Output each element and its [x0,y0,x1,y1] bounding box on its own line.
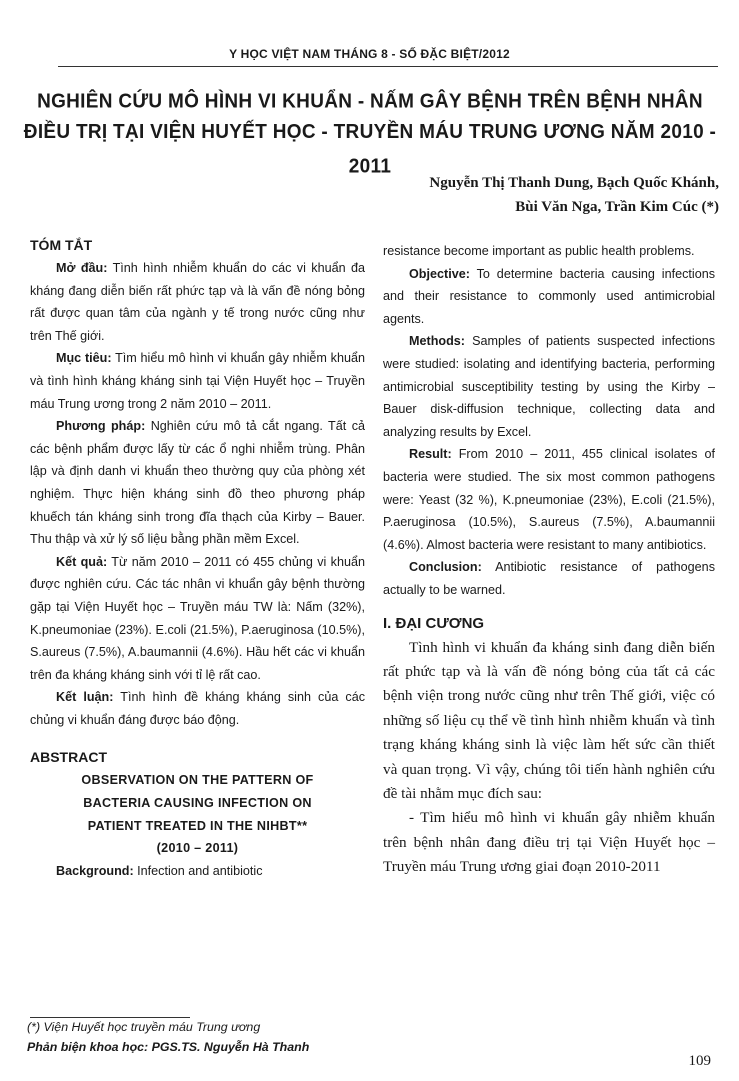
footnote-affiliation: (*) Viện Huyết học truyền máu Trung ương [27,1020,261,1034]
conclusion-paragraph [383,556,715,601]
abstract-title-line-1: OBSERVATION ON THE PATTERN OF [81,773,314,788]
ket-luan-paragraph [30,686,365,731]
ket-qua-label: Kết quả: [56,554,108,569]
phuong-phap-paragraph [30,415,365,551]
dai-cuong-paragraph-1: Tình hình vi khuẩn đa kháng sinh đang diễn biến rất phức tạp và là vấn đề nóng bỏng của tất cả các bệnh viện trong nước cũng như trên Thế giới, việc có những số liệu cụ thể về tình hình nhiễm khuẩn và tình trạng kháng kháng sinh là việc làm hết sức cần thiết và quan trọng. Vì vậy, chúng tôi tiến hành nghiên cứu đề tài nhằm mục đích sau: [383,638,715,802]
mo-dau-text: Tình hình nhiễm khuẩn do các vi khuẩn đa kháng đang diễn biến rất phức tạp và là vấn đề nóng bỏng rất được quan tâm của ngành y tế trong nước cũng như trên Thế giới. [30,261,365,343]
abstract-title-line-3: PATIENT TREATED IN THE NIHBT** [87,818,308,833]
ket-luan-text: Tình hình đề kháng kháng sinh của các chủng vi khuẩn đáng được báo động. [30,690,365,727]
mo-dau-paragraph [30,257,365,347]
phuong-phap-text: Nghiên cứu mô tả cắt ngang. Tất cả các bệnh phẩm được lấy từ các ổ nghi nhiễm trùng. Phân lập và định danh vi khuẩn theo thường quy của phòng xét nghiệm. Thực hiện kháng sinh đồ theo phương pháp khuếch tán kháng sinh trong đĩa thạch của Kirby – Bauer. Thu thập và xử lý số liệu bằng phần mềm Excel. [30,419,365,547]
conclusion-text: Antibiotic resistance of pathogens actually to be warned. [383,560,715,597]
background-continued: resistance become important as public health problems. [383,244,695,258]
methods-text: Samples of patients suspected infections were studied: isolating and identifying bacteria, performing antimicrobial susceptibility testing by using the Kirby – Bauer disk-diffusion technique, collecting data and analyzing results by Excel. [383,334,715,439]
objective-label: Objective: [409,266,470,281]
authors-line-2: Bùi Văn Nga, Trần Kim Cúc (*) [515,199,719,215]
mo-dau-label: Mở đầu: [56,261,108,275]
abstract-title-line-4: (2010 – 2011) [156,841,239,856]
ket-luan-label: Kết luận: [56,690,114,705]
objective-paragraph [383,263,715,331]
ket-qua-text: Từ năm 2010 – 2011 có 455 chủng vi khuẩn được nghiên cứu. Các tác nhân vi khuẩn gây bệnh thường gặp tại Viện Huyết học – Truyền máu TW là: Nấm (32%), K.pneumoniae (23%). E.coli (21.5%), P.aeruginosa (10.5%), S.aureus (7.5%), A.baumannii (4.6%). Hầu hết các vi khuẩn trên đa kháng kháng sinh với tỉ lệ rất cao. [30,554,365,682]
footnote-rule [30,1017,190,1018]
background-paragraph [30,860,365,883]
running-head: Y HỌC VIỆT NAM THÁNG 8 - SỐ ĐẶC BIỆT/2012 [229,47,510,61]
article-title-line-2: ĐIỀU TRỊ TẠI VIỆN HUYẾT HỌC - TRUYỀN MÁU TRUNG ƯƠNG NĂM 2010 - 2011 [23,120,717,179]
result-paragraph [383,443,715,556]
left-column [30,233,365,882]
ket-qua-paragraph [30,551,365,687]
page-number: 109 [688,1053,711,1069]
abstract-heading: ABSTRACT [30,749,107,766]
conclusion-label: Conclusion: [409,560,482,575]
phuong-phap-label: Phương pháp: [56,419,146,434]
methods-paragraph [383,330,715,443]
abstract-title-line-2: BACTERIA CAUSING INFECTION ON [83,796,312,811]
result-label: Result: [409,447,452,462]
dai-cuong-paragraph-2: - Tìm hiểu mô hình vi khuẩn gây nhiễm khuẩn trên bệnh nhân đang điều trị tại Viện Huyết học – Truyền máu Trung ương giai đoạn 2010-2011 [383,809,715,876]
objective-text: To determine bacteria causing infections and their resistance to commonly used antimicrobial agents. [383,266,715,326]
right-column [383,240,715,880]
dai-cuong-heading: I. ĐẠI CƯƠNG [383,614,485,632]
background-label: Background: [56,863,134,878]
background-text-start: Infection and antibiotic [133,863,263,878]
article-title-line-1: NGHIÊN CỨU MÔ HÌNH VI KHUẨN - NẤM GÂY BỆNH TRÊN BỆNH NHÂN [37,90,703,113]
muc-tieu-text: Tìm hiểu mô hình vi khuẩn gây nhiễm khuẩn và tình hình kháng kháng sinh tại Viện Huyết học – Truyền máu Trung ương trong 2 năm 2010 – 2011. [30,351,365,411]
muc-tieu-paragraph [30,347,365,415]
result-text: From 2010 – 2011, 455 clinical isolates of bacteria were studied. The six most common pathogens were: Yeast (32 %), K.pneumoniae (23%), E.coli (21.5%), P.aeruginosa (10.5%), S.aureus (7.5%), A.baumannii (4.6%). Almost bacteria were resistant to many antibiotics. [383,447,715,552]
footnote-reviewer: Phản biện khoa học: PGS.TS. Nguyễn Hà Thanh [27,1040,310,1054]
muc-tieu-label: Mục tiêu: [56,351,112,366]
header-rule [58,66,718,67]
authors-line-1: Nguyễn Thị Thanh Dung, Bạch Quốc Khánh, [429,175,719,191]
tom-tat-heading: TÓM TẮT [30,237,93,253]
methods-label: Methods: [409,334,465,349]
